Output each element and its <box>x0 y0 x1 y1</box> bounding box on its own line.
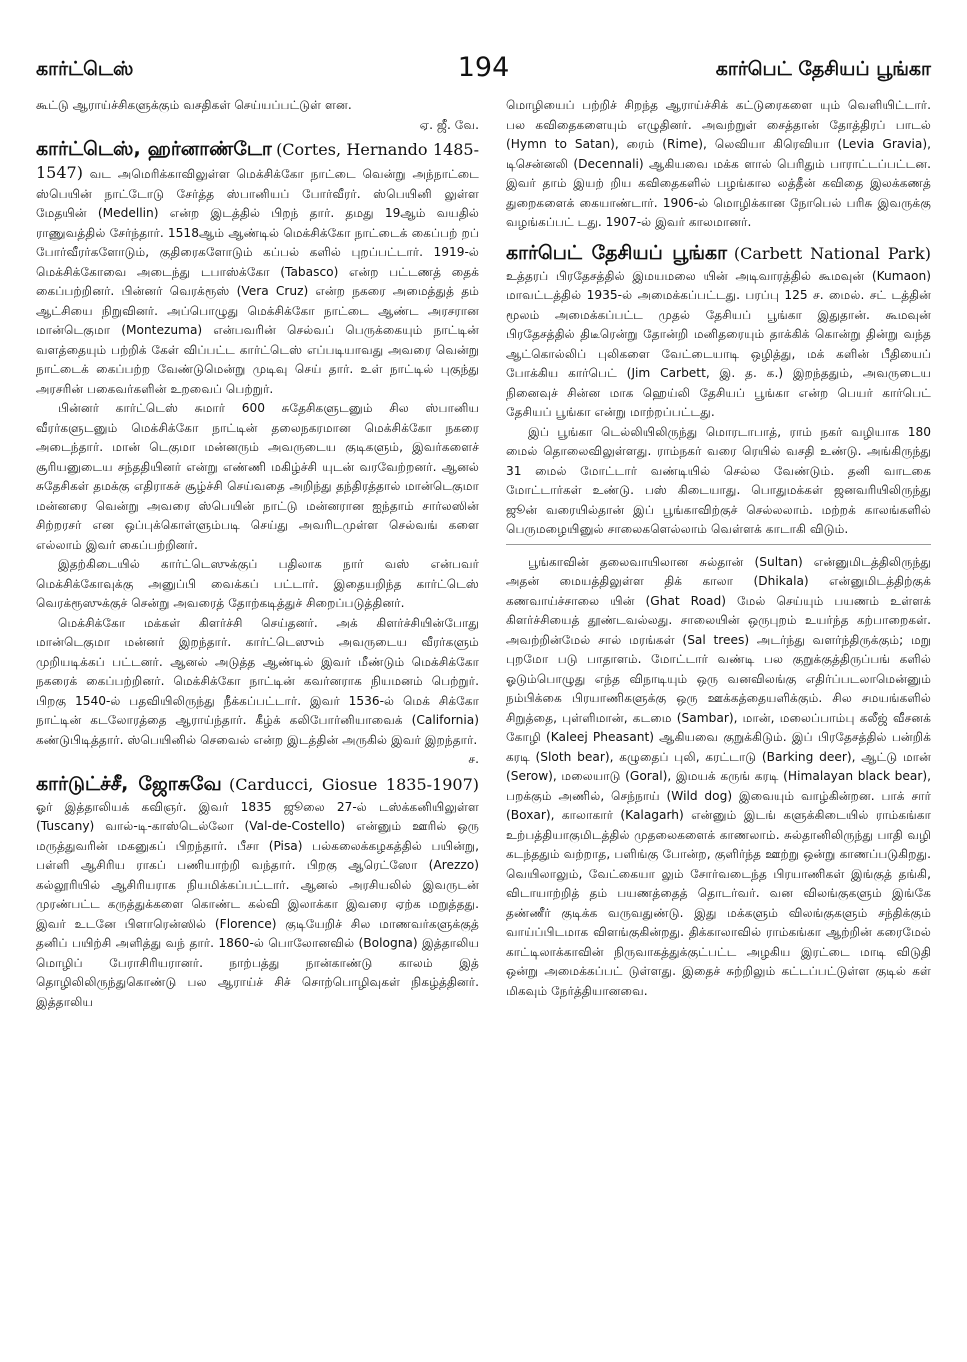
entry-carducci <box>36 770 479 1013</box>
author-initials: ச. <box>468 752 479 766</box>
entry-paragraph: மெக்சிக்கோ மக்கள் கிளர்ச்சி செய்தனர். அக் கிளர்ச்சியின்போது மான்டெகுமா மன்னர் இறந்தார். கார்ட்டெஸும் அவருடைய வீரர்களும் முறியடிக்கப் பட்டனர். ஆனல் அடுத்த ஆண்டில் இவர் மீண்டும் மெக்சிக்கோ நகரைக் கைப்பற்றினர். மெக்சிக்கோ நாட்டின் கவர்னராக நியமனம் பெற்றுர். பிறகு 1540-ல் பதவியிலிருந்து நீக்கப்பட்டார். இவர் 1536-ல் மெக் சிக்கோ நாட்டின் கடலோரத்தை ஆராய்ந்தார். கீழ்க் கலிபோர்னியாவைக் (California) கண்டுபிடித்தார். ஸ்பெயினில் செவைல் என்ற இடத்தின் அருகில் இவர் இறந்தார். <box>36 615 479 747</box>
entry-subhead: (Carbett National Park) <box>733 243 931 263</box>
entry-paragraph: ஓர் இத்தாலியக் கவிஞர். இவர் 1835 ஜூலை 27-ல் டஸ்க்கனியிலுள்ள (Tuscany) வால்-டி-காஸ்டெல்லோ (Val-de-Costello) என்னும் ஊரில் ஒரு மருத்துவரின் மகனுகப் பிறந்தார். பீசா (Pisa) பல்கலைக்கழகத்தில் பயின்று, பள்ளி ஆசிரிய ராகப் பணியாற்றி வந்தார். பிறகு ஆரெட்ஸோ (Arezzo) கல்லூரியில் ஆசிரியராக நியமிக்கப்பட்டார். ஆனல் அரசியலில் இவருடன் முரண்பட்ட கருத்துக்களை கொண்ட கல்வி இலாக்கா இவரை ஏற்க மறுத்தது. இவர் உடனே பிளாரென்ஸில் (Florence) குடியேறிச் சில மாணவர்களுக்குத் தனிப் பயிற்சி அளித்து வந் தார். 1860-ல் பொலோனவில் (Bologna) இத்தாலிய மொழிப் பேராசிரியரானர். நாற்பத்து நான்காண்டு காலம் இத் தொழிலிலிருந்துகொண்டு பல ஆராய்ச் சிச் சொற்பொழிவுகள் நிகழ்த்தினர். இத்தாலிய <box>36 799 479 1009</box>
running-head-left: கார்ட்டெஸ் <box>36 58 134 80</box>
entry-subhead: (Carducci, Giosue 1835-1907) <box>229 774 479 794</box>
left-column <box>36 96 479 1322</box>
entry-headword: கார்பெட் தேசியப் பூங்கா <box>506 241 728 264</box>
entry-paragraph: பின்னர் கார்ட்டெஸ் சுமார் 600 சுதேசிகளுடனும் சில ஸ்பானிய வீரர்களுடனும் மெக்சிக்கோ நாட்டின் தலைநகரமான மெக்சிக்கோ நகரை அடைந்தார். மான் டெகுமா மன்னரும் அவருடைய குடிகளும், இவர்களைச் சூரியனுடைய சந்ததியினர் என்று எண்ணி மகிழ்ச்சி யுடன் வரவேற்றனர். ஆனல் சுதேசிகள் தமக்கு எதிராகச் சூழ்ச்சி செய்வதை அறிந்து தந்திரத்தால் மான்டெகுமா மன்னரை வென்று அவரை ஸ்பெயின் நாட்டு மன்னரான ஐந்தாம் சார்லஸின் சிற்றரசர் என ஒப்புக்கொள்ளும்படி செய்து அவரிடமுள்ள செல்வங் களை எல்லாம் இவர் கைப்பற்றினர். <box>36 401 479 552</box>
section-divider <box>506 544 931 545</box>
entry-carbett-park <box>506 239 931 1002</box>
entry-subhead: (Cortes, Hernando 1485-1547) <box>36 140 479 182</box>
page-header <box>36 52 931 92</box>
text-columns <box>36 96 931 1322</box>
author-initials: ஏ. ஜீ. வே. <box>419 117 479 132</box>
entry-headword: கார்டுட்ச்சீ, ஜோசுவே <box>36 772 222 795</box>
entry-paragraph: வட அமெரிக்காவிலுள்ள மெக்சிக்கோ நாட்டை வென்று அந்நாட்டை ஸ்பெயின் நாட்டோடு சேர்த்த ஸ்பானியப் போர்வீரர். ஸ்பெயினி லுள்ள மேதயின் (Medellin) என்ற இடத்தில் பிறந் தார். தமது 19ஆம் வயதில் ராணுவத்தில் சேர்ந்தார். 1518ஆம் ஆண்டில் மெக்சிக்கோ நாட்டைக் கைப்பற் றப் போர்வீரர்களோடும், குதிரைகளோடும் கப்பல் களில் புறப்பட்டார். 1919-ல் மெக்சிக்கோவை அடைந்து டபாஸ்க்கோ (Tabasco) என்ற பட்டணத் தைக் கைப்பற்றினர். பின்னர் வெரக்ரூஸ் (Vera Cruz) என்ற நகரை அமைத்துத் தம் ஆட்சியை நிறுவினர். அப்பொழுது மெக்சிக்கோ நாட்டை ஆண்ட அரசரான மான்டெகுமா (Montezuma) என்பவரின் செல்வப் பெருக்கையும் நாட்டின் வளத்தையும் பற்றிக் கேள் விப்பட்ட கார்ட்டெஸ் எப்படியாவது அவரை வென்று நாட்டைக் கைப்பற்ற வேண்டுமென்று முடிவு செய் தார். உள் நாட்டில் புகுந்து அரசரின் பகைவர்களின் உறவைப் பெற்றுர். <box>36 167 479 396</box>
page-number: 194 <box>457 52 510 83</box>
entry-paragraph: இதற்கிடையில் கார்ட்டெஸுக்குப் பதிலாக நார் வஸ் என்பவர் மெக்சிக்கோவுக்கு அனுப்பி வைக்கப் பட்டார். இதையறிந்த கார்ட்டெஸ் வெரக்ரூஸுக்குச் சென்று அவரைத் தோற்கடித்துச் சிறைப்படுத்தினர். <box>36 557 479 610</box>
running-head-right: கார்பெட் தேசியப் பூங்கா <box>715 58 931 80</box>
entry-headword: கார்ட்டெஸ், ஹர்னாண்டோ <box>36 138 272 160</box>
entry-paragraph: உத்தரப் பிரதேசத்தில் இமயமலை யின் அடிவாரத்தில் கூமவுன் (Kumaon) மாவட்டத்தில் 1935-ல் அமைக்கப்பட்டது. பரப்பு 125 ச. மைல். சட் டத்தின் மூலம் அமைக்கப்பட்ட முதல் தேசியப் பூங்கா இதுதான். கூமவுன் பிரதேசத்தில் திடீரென்று தோன்றி மனிதரையும் தாக்கிக் கொன்று தின்று வந்த ஆட்கொல்லிப் புலிகளை வேட்டையாடி ஒழித்து, மக் களின் பீதியைப் போக்கிய கார்பெட் (Jim Carbett, இ. த. க.) இறந்ததும், அவருடைய நினைவுச் சின்ன மாக ஹெய்லி தேசியப் பூங்கா என்ற பெயர் கார்பெட் தேசியப் பூங்கா என்று மாற்றப்பட்டது. <box>506 268 931 419</box>
entry-paragraph: பூங்காவின் தலைவாயிலான சுல்தான் (Sultan) என்னுமிடத்திலிருந்து அதன் மையத்திலுள்ள திக் காலா (Dhikala) என்னுமிடத்திற்குக் கணவாய்ச்சாலை யின் (Ghat Road) மேல் செய்யும் பயணம் உள்ளக் கிளர்ச்சியைத் தூண்டவல்லது. சாலையின் ஒருபுறம் உயர்ந்த கற்பாறைகள். அவற்றின்மேல் சால் மரங்கள் (Sal trees) அடர்ந்து வளர்ந்திருக்கும்; மறு புறமோ படு பாதாளம். மோட்டார் வண்டி பல குறுக்குத்திருப்பங் களில் ஓடும்பொழுது எந்த விநாடியும் ஒரு வனவிலங்கு எதிர்ப்படலாமென்னும் நம்பிக்கை பிரயாணிகளுக்கு ஒரு ஊக்கத்தையளிக்கும். சில சமயங்களில் சிறுத்தை, புள்ளிமான், கடமை (Sambar), மான், மலைப்பாம்பு கலீஜ் வீசனக் கோழி (Kaleej Pheasant) ஆகியவை குறுக்கிடும். இப் பிரதேசத்தில் பன்றிக் கரடி (Sloth bear), கழுதைப் புலி, கரட்டாடு (Barking deer), ஆட்டு மான் (Serow), மலையாடு (Goral), இமயக் கருங் கரடி (Himalayan black bear), பறக்கும் அணில், செந்நாய் (Wild dog) இவையும் வாழ்கின்றன. பாக் சார் (Boxar), காலாகார் (Kalagarh) என்னும் இடங் களுக்கிடையில் ராம்கங்கா உற்பத்தியாகுமிடத்தில் முதலைகளைக் காணலாம். சுல்தானிலிருந்து பாதி வழி கடந்ததும் வற்றாத, பளிங்கு போன்ற, குளிர்ந்த ஊற்று ஒன்று காணப்படுகிறது. வெயிலாலும், வேட்கையா லும் சோர்வடைந்த பிரயாணிகள் இங்குத் தங்கி, விடாயாற்றித் தம் பயணத்தைத் தொடர்வர். வன விலங்குகளும் இங்கே தண்ணீர் குடிக்க வருவதுண்டு. இது மக்களும் விலங்குகளும் சந்திக்கும் வாய்ப்பிடமாக விளங்குகின்றது. திக்காலாவில் ராம்கங்கா ஆற்றின் கரைமேல் காட்டிலாக்காவின் நிருவாகத்துக்குட்பட்ட அழகிய இரட்டை மாடி விடுதி ஒன்று அமைக்கப்பட் டுள்ளது. இதைச் சுற்றிலும் கட்டப்பட்டுள்ள குடில் கள் மிகவும் நேர்த்தியானவை. <box>506 554 931 998</box>
entry-paragraph: இப் பூங்கா டெல்லியிலிருந்து மொரடாபாத், ராம் நகர் வழியாக 180 மைல் தொலைவிலுள்ளது. ராம்நகர் வரை ரெயில் வசதி உண்டு. அங்கிருந்து 31 மைல் மோட்டார் வண்டியில் செல்ல வேண்டும். தனி வாடகை மோட்டார்கள் உண்டு. பஸ் கிடையாது. பொதுமக்கள் ஜனவரியிலிருந்து ஜூன் வரையில்தான் இப் பூங்காவிற்குச் செல்லலாம். மற்றக் காலங்களில் பெருமழையினுல் சாலைகளெல்லாம் வெள்ளக் காடாகி விடும். <box>506 424 931 536</box>
continued-text: மொழியைப் பற்றிச் சிறந்த ஆராய்ச்சிக் கட்டுரைகளை யும் வெளியிட்டார். பல கவிதைகளையும் எழுதினர். அவற்றுள் சைத்தான் தோத்திரப் பாடல் (Hymn to Satan), ரைம் (Rime), லெவியா கிரெவியா (Levia Gravia), டிசென்னலி (Decennali) ஆகியவை மக்க ளால் பெரிதும் பாராட்டப்பட்டன. இவர் தாம் இயற் றிய கவிதைகளில் பழங்கால லத்தீன் கவிதை இலக்கணத் துறைகளைக் கையாண்டார். 1906-ல் மொழிக்கான நோபெல் பரிசு இவருக்கு வழங்கப்பட் டது. 1907-ல் இவர் காலமானர். <box>506 98 931 229</box>
entry-cortes <box>36 135 479 770</box>
continued-text: கூட்டு ஆராய்ச்சிகளுக்கும் வசதிகள் செய்யப்பட்டுள் ளன. <box>36 98 352 112</box>
right-column <box>506 96 931 1322</box>
